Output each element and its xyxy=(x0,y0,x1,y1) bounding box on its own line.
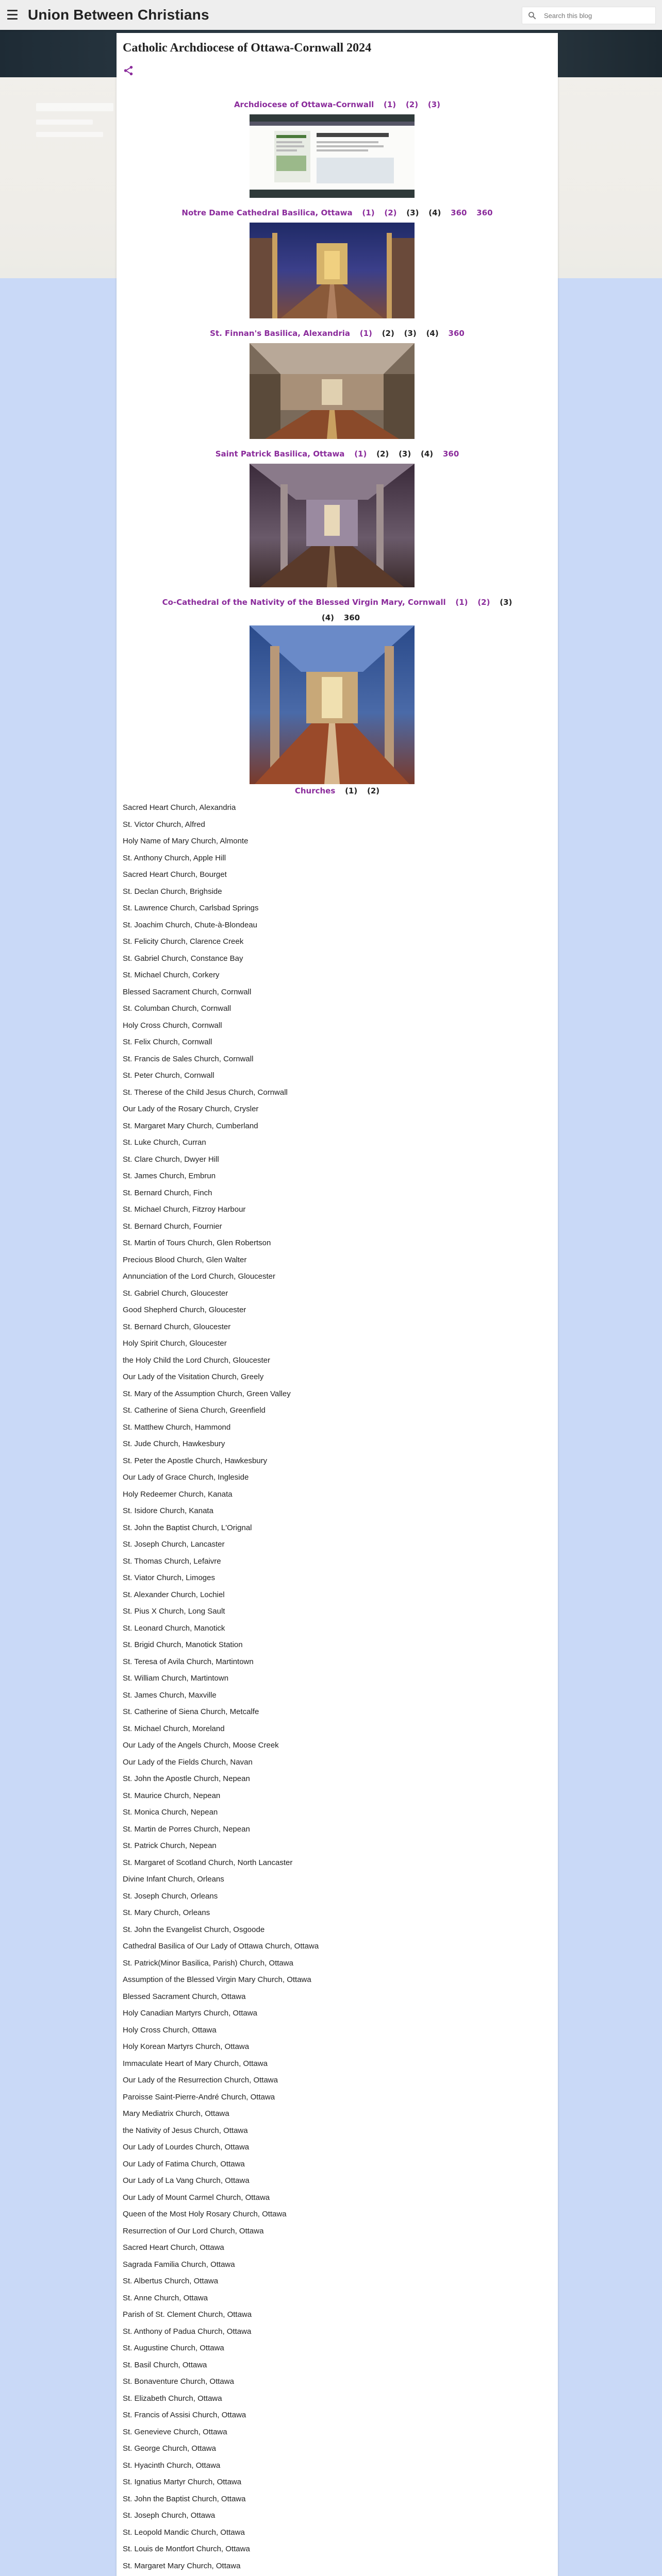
church-list-item: Blessed Sacrament Church, Ottawa xyxy=(123,1992,246,2001)
church-list-item: Cathedral Basilica of Our Lady of Ottawa Church, Ottawa xyxy=(123,1942,319,1951)
church-list-item: Queen of the Most Holy Rosary Church, Ottawa xyxy=(123,2210,287,2218)
church-list-item: Blessed Sacrament Church, Cornwall xyxy=(123,987,252,996)
church-list-item: Holy Korean Martyrs Church, Ottawa xyxy=(123,2042,250,2051)
church-list-item: St. Isidore Church, Kanata xyxy=(123,1506,213,1515)
church-list-item: St. Michael Church, Fitzroy Harbour xyxy=(123,1205,246,1214)
church-list-item: St. Declan Church, Brighside xyxy=(123,887,222,896)
st-finnan-interior-photo[interactable] xyxy=(250,343,415,439)
ref-text: (2) xyxy=(376,449,389,459)
church-list-item: St. Leopold Mandic Church, Ottawa xyxy=(123,2528,245,2537)
church-list-item: St. Bernard Church, Gloucester xyxy=(123,1322,231,1331)
church-list-item: St. Francis de Sales Church, Cornwall xyxy=(123,1054,254,1063)
church-list-item: Holy Canadian Martyrs Church, Ottawa xyxy=(123,2009,257,2018)
church-list xyxy=(123,800,484,2576)
ref-link[interactable]: (2) xyxy=(405,100,419,109)
church-list-item: St. Margaret of Scotland Church, North Lancaster xyxy=(123,1858,293,1867)
ref-text: (3) xyxy=(500,598,512,607)
church-list-item: St. Bonaventure Church, Ottawa xyxy=(123,2377,234,2386)
search-input[interactable] xyxy=(543,9,652,22)
ref-link[interactable]: (3) xyxy=(427,100,441,109)
church-list-item: St. Joseph Church, Ottawa xyxy=(123,2511,216,2520)
church-list-item: St. Pius X Church, Long Sault xyxy=(123,1607,225,1616)
church-list-item: St. Felicity Church, Clarence Creek xyxy=(123,937,244,946)
church-list-item: Holy Spirit Church, Gloucester xyxy=(123,1339,227,1348)
ref-text: (3) xyxy=(399,449,411,459)
church-list-item: St. Gabriel Church, Constance Bay xyxy=(123,954,243,963)
church-list-item: Holy Cross Church, Ottawa xyxy=(123,2025,217,2035)
hamburger-icon[interactable] xyxy=(7,10,18,20)
tour-360-link[interactable]: 360 xyxy=(442,449,459,459)
church-list-item: St. Monica Church, Nepean xyxy=(123,1808,218,1817)
church-list-item: St. John the Evangelist Church, Osgoode xyxy=(123,1925,265,1934)
section-st-finnan xyxy=(117,328,558,339)
church-list-item: Our Lady of the Visitation Church, Greely xyxy=(123,1372,264,1381)
church-list-item: St. Matthew Church, Hammond xyxy=(123,1422,231,1432)
church-list-item: St. John the Baptist Church, Ottawa xyxy=(123,2494,246,2503)
ref-link[interactable]: (2) xyxy=(384,208,397,217)
church-list-item: St. Leonard Church, Manotick xyxy=(123,1623,225,1633)
church-list-item: Our Lady of the Rosary Church, Crysler xyxy=(123,1105,259,1113)
church-list-item: St. Felix Church, Cornwall xyxy=(123,1038,212,1046)
church-list-item: St. John the Baptist Church, L'Orignal xyxy=(123,1523,252,1532)
church-list-item: the Nativity of Jesus Church, Ottawa xyxy=(123,2126,248,2135)
section-notre-dame xyxy=(117,207,558,218)
church-list-item: St. Martin of Tours Church, Glen Robertson xyxy=(123,1239,271,1247)
ref-text: (2) xyxy=(382,329,394,338)
ref-link[interactable]: (1) xyxy=(354,449,367,459)
church-list-item: St. Anthony of Padua Church, Ottawa xyxy=(123,2327,252,2336)
church-list-item: St. Francis of Assisi Church, Ottawa xyxy=(123,2411,246,2419)
notre-dame-interior-photo[interactable] xyxy=(250,223,415,318)
church-list-item: Sacred Heart Church, Bourget xyxy=(123,870,227,879)
church-list-item: St. Bernard Church, Fournier xyxy=(123,1222,222,1231)
archdiocese-website-screenshot[interactable] xyxy=(250,114,415,198)
church-list-item: St. Thomas Church, Lefaivre xyxy=(123,1556,221,1566)
section-title-link[interactable]: Saint Patrick Basilica, Ottawa xyxy=(215,449,345,459)
section-title-link[interactable]: Co-Cathedral of the Nativity of the Blessed Virgin Mary, Cornwall xyxy=(162,598,446,607)
tour-360-link[interactable]: 360 xyxy=(451,208,467,217)
section-title-link[interactable]: St. Finnan's Basilica, Alexandria xyxy=(210,329,350,338)
church-list-item: St. Therese of the Child Jesus Church, Cornwall xyxy=(123,1088,288,1097)
church-list-item: St. Augustine Church, Ottawa xyxy=(123,2344,224,2352)
church-list-item: St. Anthony Church, Apple Hill xyxy=(123,853,226,862)
ref-link[interactable]: (1) xyxy=(359,329,372,338)
ref-text: (3) xyxy=(404,329,417,338)
church-list-item: St. Victor Church, Alfred xyxy=(123,820,205,829)
ref-text: (1) xyxy=(345,786,358,795)
search-icon[interactable] xyxy=(527,11,537,20)
ref-text: (4) xyxy=(428,208,441,217)
church-list-item: St. Columban Church, Cornwall xyxy=(123,1004,231,1013)
church-list-item: St. Luke Church, Curran xyxy=(123,1138,206,1147)
saint-patrick-interior-photo[interactable] xyxy=(250,464,415,587)
church-list-item: St. Peter Church, Cornwall xyxy=(123,1071,214,1080)
church-list-item: Our Lady of the Fields Church, Navan xyxy=(123,1757,253,1767)
church-list-item: Our Lady of Lourdes Church, Ottawa xyxy=(123,2143,250,2151)
church-list-item: Sagrada Familia Church, Ottawa xyxy=(123,2260,235,2269)
ref-text: (2) xyxy=(367,786,380,795)
church-list-item: St. Catherine of Siena Church, Greenfield xyxy=(123,1406,266,1415)
church-list-item: Paroisse Saint-Pierre-André Church, Ottawa xyxy=(123,2092,275,2102)
share-icon[interactable] xyxy=(123,65,134,76)
section-co-cathedral-cont xyxy=(117,612,558,623)
church-list-item: Our Lady of Grace Church, Ingleside xyxy=(123,1473,249,1482)
church-list-item: St. William Church, Martintown xyxy=(123,1674,229,1683)
church-list-item: Our Lady of the Angels Church, Moose Creek xyxy=(123,1741,279,1750)
co-cathedral-interior-photo[interactable] xyxy=(250,625,415,784)
church-list-item: St. Michael Church, Corkery xyxy=(123,971,220,979)
church-list-item: Sacred Heart Church, Alexandria xyxy=(123,803,236,812)
church-list-item: Annunciation of the Lord Church, Gloucester xyxy=(123,1272,276,1281)
church-list-item: Holy Name of Mary Church, Almonte xyxy=(123,837,249,845)
church-list-item: St. Martin de Porres Church, Nepean xyxy=(123,1824,250,1834)
church-list-item: Resurrection of Our Lord Church, Ottawa xyxy=(123,2226,264,2235)
church-list-item: St. Margaret Mary Church, Ottawa xyxy=(123,2561,241,2570)
church-list-item: St. Anne Church, Ottawa xyxy=(123,2293,208,2302)
church-list-item: St. Alexander Church, Lochiel xyxy=(123,1590,225,1599)
church-list-item: St. Ignatius Martyr Church, Ottawa xyxy=(123,2478,242,2486)
church-list-item: Our Lady of the Resurrection Church, Ottawa xyxy=(123,2076,278,2084)
background-ghost-text xyxy=(36,132,103,137)
church-list-item: St. Hyacinth Church, Ottawa xyxy=(123,2461,221,2470)
church-list-item: Our Lady of Mount Carmel Church, Ottawa xyxy=(123,2193,270,2202)
ref-link[interactable]: (2) xyxy=(477,598,490,607)
church-list-item: St. Patrick Church, Nepean xyxy=(123,1841,217,1850)
church-list-item: the Holy Child the Lord Church, Gloucester xyxy=(123,1355,270,1365)
ref-text: (4) xyxy=(421,449,434,459)
church-list-item: Mary Mediatrix Church, Ottawa xyxy=(123,2109,229,2118)
church-list-item: Our Lady of La Vang Church, Ottawa xyxy=(123,2176,250,2185)
church-list-item: Assumption of the Blessed Virgin Mary Church, Ottawa xyxy=(123,1975,311,1984)
church-list-item: St. Peter the Apostle Church, Hawkesbury xyxy=(123,1456,268,1465)
ref-text: (4) xyxy=(426,329,439,338)
search-box[interactable] xyxy=(522,7,656,24)
section-saint-patrick xyxy=(117,448,558,460)
church-list-item: St. Lawrence Church, Carlsbad Springs xyxy=(123,904,259,912)
section-churches xyxy=(117,785,558,796)
church-list-item: St. Bernard Church, Finch xyxy=(123,1188,212,1197)
church-list-item: St. George Church, Ottawa xyxy=(123,2444,216,2453)
church-list-item: Precious Blood Church, Glen Walter xyxy=(123,1255,247,1264)
church-list-item: St. Patrick(Minor Basilica, Parish) Church, Ottawa xyxy=(123,1958,293,1968)
church-list-item: St. Genevieve Church, Ottawa xyxy=(123,2427,227,2436)
church-list-item: Parish of St. Clement Church, Ottawa xyxy=(123,2310,252,2319)
church-list-item: St. Joseph Church, Lancaster xyxy=(123,1540,225,1549)
church-list-item: St. John the Apostle Church, Nepean xyxy=(123,1774,250,1783)
church-list-item: St. Joseph Church, Orleans xyxy=(123,1891,218,1901)
church-list-item: St. Brigid Church, Manotick Station xyxy=(123,1640,243,1649)
tour-360-link[interactable]: 360 xyxy=(476,208,493,217)
blog-header xyxy=(0,0,662,30)
church-list-item: St. Mary of the Assumption Church, Green Valley xyxy=(123,1389,291,1398)
section-title-link[interactable]: Churches xyxy=(294,786,336,795)
church-list-item: St. Louis de Montfort Church, Ottawa xyxy=(123,2545,250,2553)
church-list-item: St. James Church, Maxville xyxy=(123,1690,217,1700)
church-list-item: Holy Redeemer Church, Kanata xyxy=(123,1489,233,1499)
church-list-item: Sacred Heart Church, Ottawa xyxy=(123,2243,224,2252)
church-list-item: St. Gabriel Church, Gloucester xyxy=(123,1289,228,1298)
church-list-item: Our Lady of Fatima Church, Ottawa xyxy=(123,2159,245,2168)
church-list-item: Holy Cross Church, Cornwall xyxy=(123,1021,222,1030)
church-list-item: St. Teresa of Avila Church, Martintown xyxy=(123,1657,254,1666)
section-co-cathedral xyxy=(117,597,558,608)
church-list-item: St. Clare Church, Dwyer Hill xyxy=(123,1155,219,1164)
ref-link[interactable]: (1) xyxy=(384,100,396,109)
church-list-item: St. Albertus Church, Ottawa xyxy=(123,2277,219,2285)
church-list-item: St. Margaret Mary Church, Cumberland xyxy=(123,1121,258,1130)
church-list-item: St. Jude Church, Hawkesbury xyxy=(123,1439,225,1448)
church-list-item: St. Basil Church, Ottawa xyxy=(123,2360,207,2369)
tour-360-link[interactable]: 360 xyxy=(448,329,465,338)
section-archdiocese xyxy=(117,99,558,110)
ref-text: (3) xyxy=(406,208,419,217)
ref-text: (4) xyxy=(321,613,335,622)
section-title-link[interactable]: Archdiocese of Ottawa-Cornwall xyxy=(234,100,374,109)
ref-link[interactable]: (1) xyxy=(362,208,375,217)
church-list-item: St. Joachim Church, Chute-à-Blondeau xyxy=(123,920,257,929)
section-title-link[interactable]: Notre Dame Cathedral Basilica, Ottawa xyxy=(181,208,353,217)
church-list-item: St. Elizabeth Church, Ottawa xyxy=(123,2394,222,2403)
background-ghost-text xyxy=(36,120,93,125)
church-list-item: Divine Infant Church, Orleans xyxy=(123,1875,224,1884)
ref-text: 360 xyxy=(343,613,360,622)
church-list-item: St. Maurice Church, Nepean xyxy=(123,1791,221,1800)
post-card xyxy=(117,33,558,2576)
church-list-item: St. Michael Church, Moreland xyxy=(123,1724,225,1733)
background-ghost-text xyxy=(36,103,113,111)
church-list-item: Good Shepherd Church, Gloucester xyxy=(123,1306,246,1314)
church-list-item: St. Viator Church, Limoges xyxy=(123,1573,215,1582)
post-title: Catholic Archdiocese of Ottawa-Cornwall 2024 xyxy=(123,41,372,55)
ref-link[interactable]: (1) xyxy=(455,598,468,607)
church-list-item: St. James Church, Embrun xyxy=(123,1172,216,1180)
church-list-item: Immaculate Heart of Mary Church, Ottawa xyxy=(123,2059,268,2068)
church-list-item: St. Mary Church, Orleans xyxy=(123,1908,210,1917)
blog-title[interactable]: Union Between Christians xyxy=(28,7,209,23)
church-list-item: St. Catherine of Siena Church, Metcalfe xyxy=(123,1707,259,1716)
